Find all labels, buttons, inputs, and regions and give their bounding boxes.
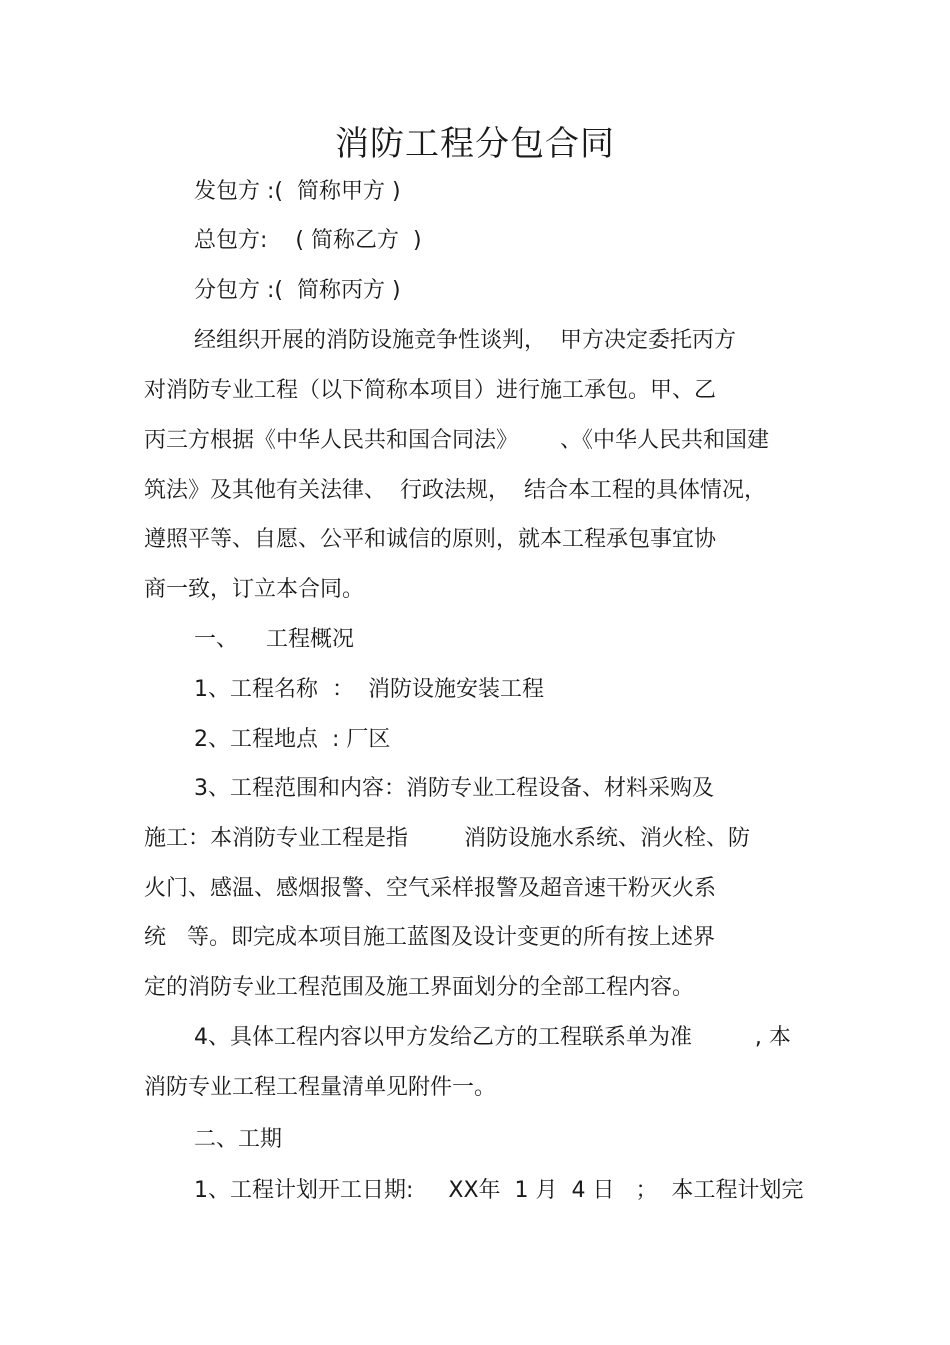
item-start-date: 1、工程计划开工日期: XX年 1 月 4 日 ； 本工程计划完 — [194, 1178, 804, 1203]
section-heading-schedule: 二、工期 — [194, 1127, 283, 1152]
item-scope-line-1: 3、工程范围和内容：消防专业工程设备、材料采购及 — [194, 776, 714, 801]
preamble-line-5: 遵照平等、自愿、公平和诚信的原则，就本工程承包事宜协 — [144, 527, 717, 552]
item-project-name: 1、工程名称 ： 消防设施安装工程 — [194, 677, 544, 702]
item-scope-line-4: 统 等。即完成本项目施工蓝图及设计变更的所有按上述界 — [144, 925, 715, 950]
preamble-line-2: 对消防专业工程（以下简称本项目）进行施工承包。甲、乙 — [144, 378, 717, 403]
item-content-line-2: 消防专业工程工程量清单见附件一。 — [144, 1075, 497, 1100]
party-c-line: 分包方 :( 简称丙方 ) — [194, 278, 401, 303]
item-project-location: 2、工程地点 : 厂区 — [194, 727, 391, 752]
item-content-line-1: 4、具体工程内容以甲方发给乙方的工程联系单为准 , 本 — [194, 1025, 791, 1050]
item-scope-line-2: 施工：本消防专业工程是指 消防设施水系统、消火栓、防 — [144, 826, 750, 851]
preamble-line-4: 筑法》及其他有关法律、 行政法规， 结合本工程的具体情况， — [144, 478, 766, 503]
party-a-line: 发包方 :( 简称甲方 ) — [194, 179, 401, 204]
item-scope-line-5: 定的消防专业工程范围及施工界面划分的全部工程内容。 — [144, 975, 695, 1000]
item-scope-line-3: 火门、感温、感烟报警、空气采样报警及超音速干粉灭火系 — [144, 876, 717, 901]
preamble-line-3: 丙三方根据《中华人民共和国合同法》 、《中华人民共和国建 — [144, 428, 769, 453]
preamble-line-6: 商一致，订立本合同。 — [144, 577, 365, 602]
party-b-line: 总包方: ( 简称乙方 ) — [194, 228, 422, 253]
preamble-line-1: 经组织开展的消防设施竞争性谈判， 甲方决定委托丙方 — [194, 328, 736, 353]
section-heading-overview: 一、 工程概况 — [194, 627, 354, 652]
document-title: 消防工程分包合同 — [335, 124, 615, 164]
